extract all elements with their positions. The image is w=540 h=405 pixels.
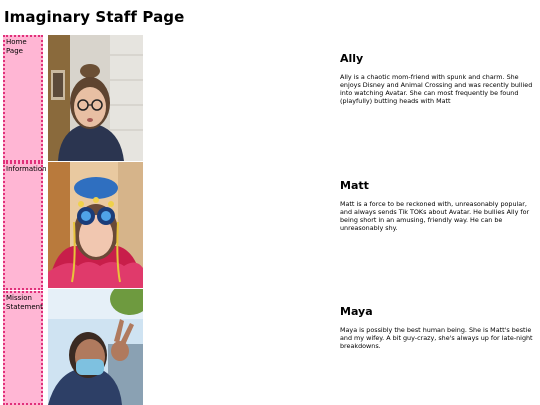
nav-item-information[interactable] bbox=[3, 162, 47, 290]
page-title: Imaginary Staff Page bbox=[4, 8, 185, 26]
nav-item-home-page[interactable] bbox=[3, 35, 43, 162]
nav-item-label: Home Page bbox=[6, 38, 27, 55]
staff-photo-maya bbox=[48, 289, 143, 405]
staff-photo-matt bbox=[48, 162, 143, 288]
staff-name: Matt bbox=[340, 179, 369, 192]
nav-item-label: Information bbox=[6, 165, 47, 173]
nav-item-label: Mission Statement bbox=[6, 294, 43, 311]
staff-photo-ally bbox=[48, 35, 143, 161]
staff-card-matt bbox=[340, 179, 540, 232]
staff-bio: Maya is possibly the best human being. She is Matt's bestie and my wifey. A bit guy-crazy, she's always up for late-night breakdowns. bbox=[340, 326, 533, 350]
staff-name: Maya bbox=[340, 305, 373, 318]
nav-item-mission-statement[interactable] bbox=[3, 291, 43, 405]
staff-card-ally bbox=[340, 52, 540, 105]
side-nav bbox=[3, 35, 47, 405]
staff-bio: Ally is a chaotic mom-friend with spunk and charm. She enjoys Disney and Animal Crossing and was recently bullied into watching Avatar. She can most frequently be found (playfully) butting heads with Matt bbox=[340, 73, 533, 105]
staff-bio: Matt is a force to be reckoned with, unreasonably popular, and always sends Tik TOKs about Avatar. He bullies Ally for being short in an amusing, friendly way. He can be unreasonably shy. bbox=[340, 200, 530, 232]
staff-name: Ally bbox=[340, 52, 364, 65]
staff-card-maya bbox=[340, 305, 540, 350]
